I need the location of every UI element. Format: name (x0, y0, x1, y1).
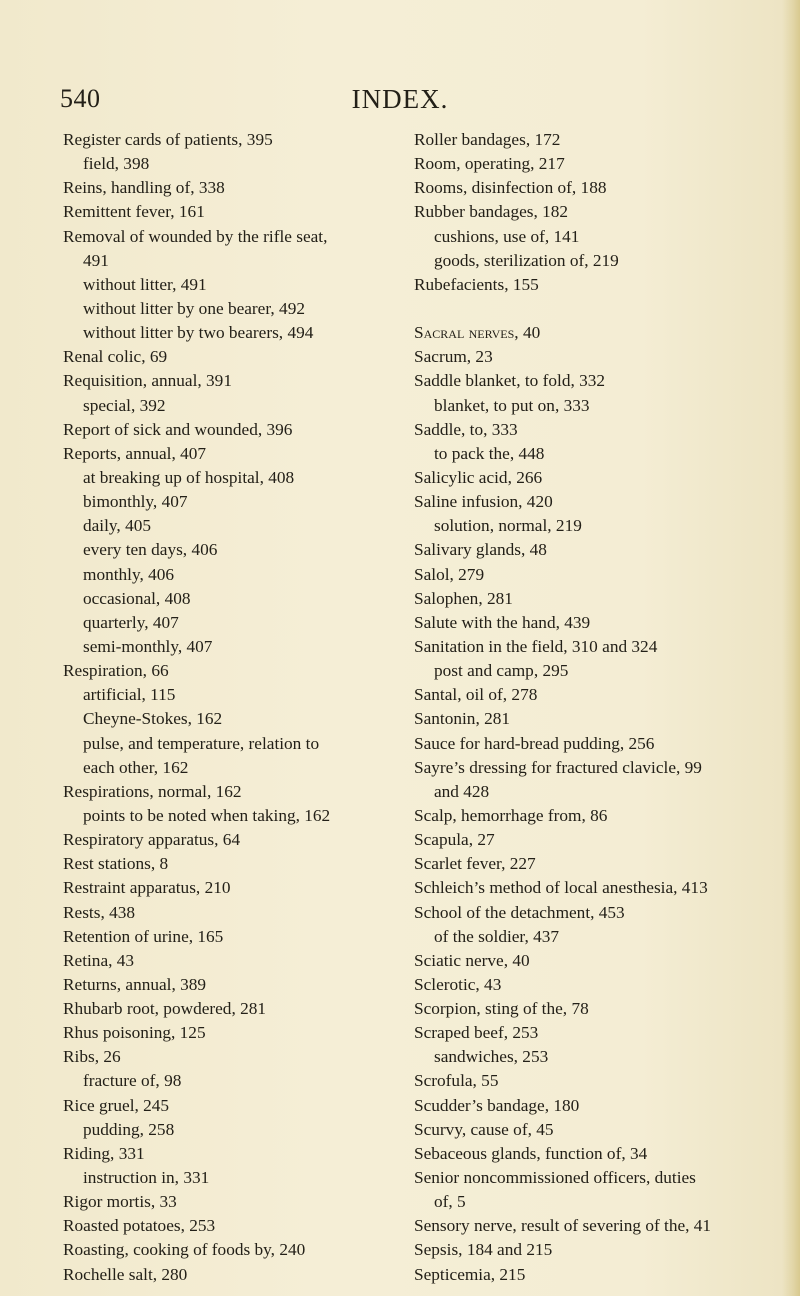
index-entry: Room, operating, 217 (414, 154, 565, 174)
index-entry: Sepsis, 184 and 215 (414, 1240, 553, 1260)
index-entry: Salicylic acid, 266 (414, 467, 543, 487)
index-entry: Roller bandages, 172 (414, 130, 561, 149)
index-entry: Respiratory apparatus, 64 (63, 830, 241, 850)
page-number: 540 (60, 84, 101, 113)
index-entry: Scalp, hemorrhage from, 86 (414, 805, 608, 825)
index-subentry: post and camp, 295 (434, 661, 569, 681)
index-entry: Salute with the hand, 439 (414, 612, 591, 632)
index-entry: Retina, 43 (63, 950, 135, 970)
index-entry: Sebaceous glands, function of, 34 (414, 1143, 648, 1163)
index-subentry: 491 (83, 250, 109, 270)
index-entry: Restraint apparatus, 210 (63, 878, 231, 898)
index-subentry: without litter by two bearers, 494 (83, 323, 314, 343)
index-entry: Sensory nerve, result of severing of the, 41 (414, 1216, 712, 1236)
index-subentry: to pack the, 448 (434, 443, 545, 463)
index-entry: Respirations, normal, 162 (63, 781, 242, 801)
index-entry: Requisition, annual, 391 (63, 371, 232, 391)
index-entry (414, 297, 769, 321)
index-subentry: fracture of, 98 (83, 1071, 182, 1091)
index-entry: Rochelle salt, 280 (63, 1264, 188, 1284)
index-entry: Sayre’s dressing for fractured clavicle, 99 (414, 757, 702, 777)
page-edge-shadow (782, 0, 800, 1296)
index-entry: Rooms, disinfection of, 188 (414, 178, 607, 198)
index-entry: Roasted potatoes, 253 (63, 1216, 216, 1236)
index-entry: Scorpion, sting of the, 78 (414, 999, 589, 1019)
index-entry: Rice gruel, 245 (63, 1095, 170, 1115)
index-subentry: monthly, 406 (83, 564, 175, 584)
index-entry: Saddle blanket, to fold, 332 (414, 371, 606, 391)
index-subentry: special, 392 (83, 395, 166, 415)
index-entry: Rigor mortis, 33 (63, 1192, 177, 1212)
index-entry: Scudder’s bandage, 180 (414, 1095, 580, 1115)
index-subentry: of the soldier, 437 (434, 926, 560, 946)
index-subentry: instruction in, 331 (83, 1168, 210, 1188)
index-subentry: solution, normal, 219 (434, 516, 582, 536)
index-entry: Senior noncommissioned officers, duties (414, 1168, 696, 1188)
page-title: INDEX. (351, 84, 449, 114)
index-subentry: each other, 162 (83, 757, 189, 777)
index-entry: Salivary glands, 48 (414, 540, 547, 560)
page-header (0, 84, 800, 124)
index-subentry: quarterly, 407 (83, 612, 179, 632)
index-subentry: every ten days, 406 (83, 540, 218, 560)
index-entry: Scraped beef, 253 (414, 1023, 539, 1043)
index-entry: Saline infusion, 420 (414, 492, 553, 512)
index-entry: Reports, annual, 407 (63, 443, 207, 463)
index-entry: Sanitation in the field, 310 and 324 (414, 636, 658, 656)
index-subentry: goods, sterilization of, 219 (434, 250, 619, 270)
index-entry: Remittent fever, 161 (63, 202, 205, 222)
index-subentry: occasional, 408 (83, 588, 191, 608)
index-entry: School of the detachment, 453 (414, 902, 625, 922)
index-entry: Renal colic, 69 (63, 347, 168, 367)
index-subentry: semi-monthly, 407 (83, 636, 213, 656)
index-entry: Sclerotic, 43 (414, 974, 502, 994)
index-column-right (414, 128, 769, 1287)
index-subentry: pulse, and temperature, relation to (83, 733, 320, 753)
index-entry: Roasting, cooking of foods by, 240 (63, 1240, 306, 1260)
index-subentry: sandwiches, 253 (434, 1047, 549, 1067)
index-entry: Sciatic nerve, 40 (414, 950, 530, 970)
index-subentry: cushions, use of, 141 (434, 226, 580, 246)
index-entry: Scrofula, 55 (414, 1071, 499, 1091)
index-entry: Rests, 438 (63, 902, 136, 922)
index-subentry: of, 5 (434, 1192, 466, 1212)
index-entry: Rhus poisoning, 125 (63, 1023, 206, 1043)
index-column-left (63, 128, 398, 1287)
index-subentry: artificial, 115 (83, 685, 176, 705)
index-subentry: blanket, to put on, 333 (434, 395, 590, 415)
index-entry: Septicemia, 215 (414, 1264, 526, 1284)
index-entry: Register cards of patients, 395 (63, 130, 273, 149)
index-entry: Ribs, 26 (63, 1047, 121, 1067)
index-subentry: field, 398 (83, 154, 150, 174)
index-entry: Rhubarb root, powdered, 281 (63, 999, 267, 1019)
index-subentry: and 428 (434, 781, 490, 801)
index-entry: Rest stations, 8 (63, 854, 169, 874)
index-entry: Scurvy, cause of, 45 (414, 1119, 554, 1139)
index-subentry: without litter, 491 (83, 274, 207, 294)
index-entry: Sauce for hard-bread pudding, 256 (414, 733, 655, 753)
index-entry: Retention of urine, 165 (63, 926, 224, 946)
index-entry: Removal of wounded by the rifle seat, (63, 226, 328, 246)
index-entry: Sacrum, 23 (414, 347, 493, 367)
index-entry: Salophen, 281 (414, 588, 513, 608)
index-entry: Reins, handling of, 338 (63, 178, 225, 198)
index-entry: Sacral nerves, 40 (414, 323, 541, 343)
index-entry: Salol, 279 (414, 564, 485, 584)
index-subentry: points to be noted when taking, 162 (83, 805, 331, 825)
index-entry: Santonin, 281 (414, 709, 511, 729)
index-entry: Riding, 331 (63, 1143, 145, 1163)
index-entry: Schleich’s method of local anesthesia, 413 (414, 878, 708, 898)
index-subentry: pudding, 258 (83, 1119, 175, 1139)
index-entry: Santal, oil of, 278 (414, 685, 538, 705)
index-subentry: without litter by one bearer, 492 (83, 298, 305, 318)
index-entry: Scarlet fever, 227 (414, 854, 536, 874)
index-subentry: bimonthly, 407 (83, 492, 188, 512)
index-entry: Rubefacients, 155 (414, 274, 539, 294)
index-subentry: at breaking up of hospital, 408 (83, 467, 295, 487)
index-entry: Respiration, 66 (63, 661, 169, 681)
index-entry: Rubber bandages, 182 (414, 202, 569, 222)
index-entry: Scapula, 27 (414, 830, 495, 850)
index-subentry: daily, 405 (83, 516, 151, 536)
index-entry: Returns, annual, 389 (63, 974, 207, 994)
index-subentry: Cheyne-Stokes, 162 (83, 709, 223, 729)
index-entry: Report of sick and wounded, 396 (63, 419, 293, 439)
index-entry: Saddle, to, 333 (414, 419, 518, 439)
